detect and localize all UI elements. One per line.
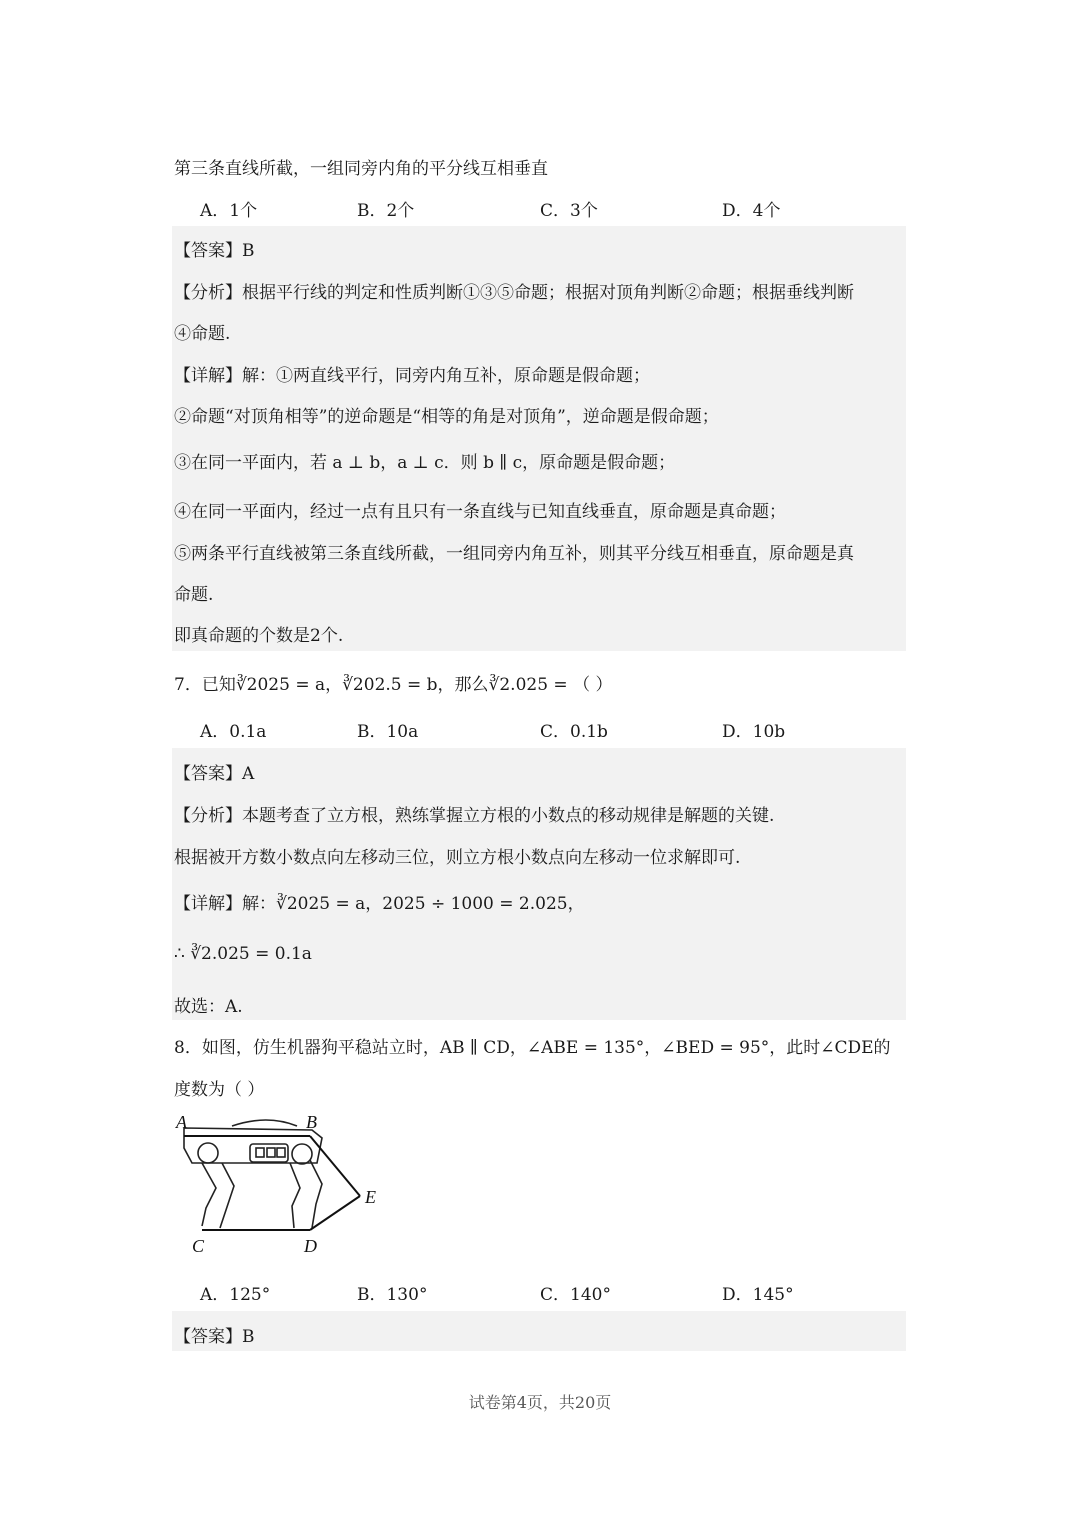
q7-analysis-line-2: 根据被开方数小数点向左移动三位，则立方根小数点向左移动一位求解即可.: [174, 848, 741, 868]
q7-option-b: B．10a: [357, 722, 419, 742]
q6-option-d: D．4个: [722, 201, 781, 221]
q8-option-d: D．145°: [722, 1285, 794, 1305]
q8-option-c: C．140°: [540, 1285, 611, 1305]
q6-analysis-line-1: 【分析】根据平行线的判定和性质判断①③⑤命题；根据对顶角判断②命题；根据垂线判断: [174, 283, 854, 303]
q7-option-d: D．10b: [722, 722, 786, 742]
line-be: [310, 1136, 360, 1196]
q6-detail-line-1: 【详解】解：①两直线平行，同旁内角互补，原命题是假命题；: [174, 366, 650, 386]
q6-statement-tail: 第三条直线所截，一组同旁内角的平分线互相垂直: [174, 159, 548, 179]
q7-detail-line-3: 故选：A.: [174, 997, 243, 1017]
q6-option-a: A．1个: [200, 201, 258, 221]
q6-detail-line-6: 命题.: [174, 585, 214, 605]
q6-detail-line-4: ④在同一平面内，经过一点有且只有一条直线与已知直线垂直，原命题是真命题；: [174, 502, 786, 522]
q8-question-line-1: 8．如图，仿生机器狗平稳站立时，AB ∥ CD，∠ABE = 135°，∠BED = 95°，此时∠CDE的: [174, 1038, 891, 1058]
geometry-lines: [184, 1136, 360, 1230]
q8-option-a: A．125°: [200, 1285, 271, 1305]
q7-solution-box: [172, 748, 906, 1020]
q7-option-a: A．0.1a: [200, 722, 267, 742]
q6-answer: 【答案】B: [174, 241, 255, 261]
q6-option-c: C．3个: [540, 201, 598, 221]
label-d: D: [304, 1236, 317, 1256]
q8-solution-box: [172, 1311, 906, 1351]
page-footer: 试卷第4页，共20页: [468, 1393, 612, 1412]
q7-analysis-line-1: 【分析】本题考查了立方根，熟练掌握立方根的小数点的移动规律是解题的关键.: [174, 806, 775, 826]
q6-detail-line-7: 即真命题的个数是2个.: [174, 626, 344, 646]
q8-answer: 【答案】B: [174, 1327, 255, 1347]
q8-option-b: B．130°: [357, 1285, 428, 1305]
q8-question-line-2: 度数为（ ）: [174, 1080, 265, 1100]
q6-option-b: B．2个: [357, 201, 415, 221]
q6-detail-line-2: ②命题“对顶角相等”的逆命题是“相等的角是对顶角”，逆命题是假命题；: [174, 407, 719, 427]
robot-dog-figure: [172, 1108, 392, 1258]
q7-question: 7．已知∛2025 = a，∛202.5 = b，那么∛2.025 = （ ）: [174, 675, 613, 695]
label-e: E: [365, 1187, 376, 1207]
q6-detail-line-5: ⑤两条平行直线被第三条直线所截，一组同旁内角互补，则其平分线互相垂直，原命题是真: [174, 544, 854, 564]
q6-detail-line-3: ③在同一平面内，若 a ⊥ b，a ⊥ c．则 b ∥ c，原命题是假命题；: [174, 453, 676, 473]
label-b: B: [306, 1112, 317, 1132]
q7-detail-line-1: 【详解】解：∛2025 = a，2025 ÷ 1000 = 2.025，: [174, 894, 585, 914]
q7-answer: 【答案】A: [174, 764, 255, 784]
q7-option-c: C．0.1b: [540, 722, 608, 742]
label-a: A: [176, 1112, 187, 1132]
q7-detail-line-2: ∴ ∛2.025 = 0.1a: [174, 944, 312, 964]
q6-analysis-line-2: ④命题.: [174, 324, 231, 344]
label-c: C: [192, 1236, 205, 1256]
